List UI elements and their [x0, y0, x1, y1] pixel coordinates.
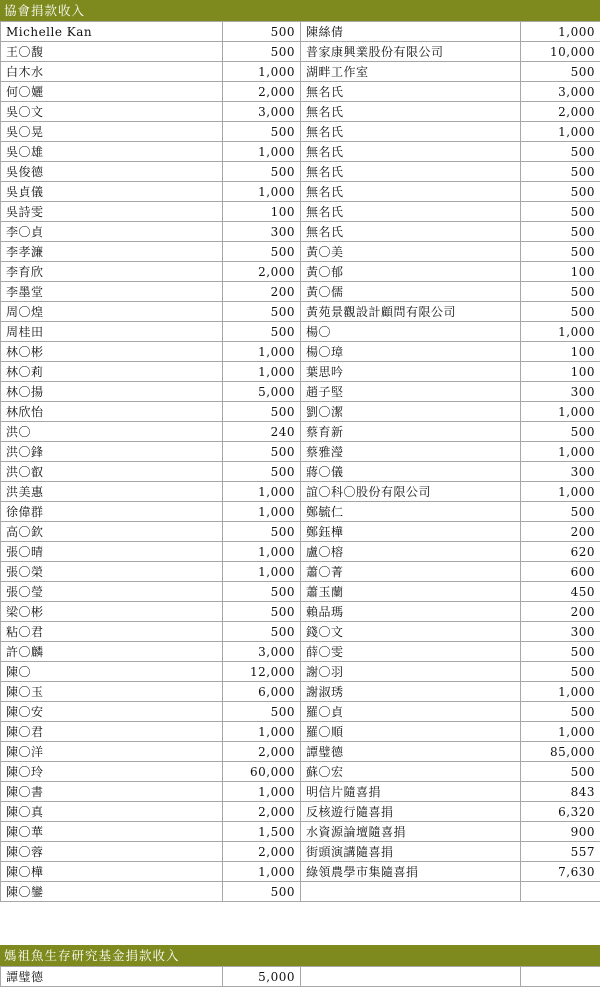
donation-amount: 85,000	[521, 742, 600, 762]
donor-name: 張〇榮	[1, 562, 223, 582]
table-row	[1, 662, 600, 682]
donation-amount: 240	[223, 422, 301, 442]
donation-amount: 450	[521, 582, 600, 602]
donor-name: 無名氏	[301, 102, 521, 122]
donation-amount: 500	[223, 522, 301, 542]
donor-name: 楊〇璋	[301, 342, 521, 362]
donation-amount: 1,000	[223, 342, 301, 362]
donor-name: 蕭玉蘭	[301, 582, 521, 602]
donor-name: 陳〇真	[1, 802, 223, 822]
donation-amount: 2,000	[521, 102, 600, 122]
donor-name: 陳〇洋	[1, 742, 223, 762]
donation-table-association	[0, 21, 600, 902]
table-row	[1, 282, 600, 302]
donor-name: 楊〇	[301, 322, 521, 342]
donation-amount: 500	[521, 202, 600, 222]
donor-name: 綠領農學市集隨喜捐	[301, 862, 521, 882]
donor-name: 陳〇玲	[1, 762, 223, 782]
donation-amount: 2,000	[223, 802, 301, 822]
donor-name: 李孝濂	[1, 242, 223, 262]
table-row	[1, 542, 600, 562]
table-row	[1, 102, 600, 122]
donor-name: 譚璧德	[1, 967, 223, 987]
donation-amount: 500	[223, 582, 301, 602]
donor-name: 陳絲倩	[301, 22, 521, 42]
donor-name: 王〇馥	[1, 42, 223, 62]
donor-name: 黃〇儒	[301, 282, 521, 302]
table-row	[1, 722, 600, 742]
donation-amount: 500	[223, 162, 301, 182]
donor-name: 洪美惠	[1, 482, 223, 502]
table-row	[1, 222, 600, 242]
donor-name	[301, 967, 521, 987]
donation-amount: 1,000	[223, 562, 301, 582]
donation-amount: 600	[521, 562, 600, 582]
donation-amount: 12,000	[223, 662, 301, 682]
donor-name: 劉〇潔	[301, 402, 521, 422]
donation-amount: 1,000	[521, 402, 600, 422]
donor-name: 吳〇雄	[1, 142, 223, 162]
donation-amount: 500	[223, 242, 301, 262]
donor-name: 賴品瑪	[301, 602, 521, 622]
donor-name: 蔣〇儀	[301, 462, 521, 482]
donation-amount: 1,000	[521, 682, 600, 702]
donor-name: 謝淑琇	[301, 682, 521, 702]
donor-name: 無名氏	[301, 162, 521, 182]
donation-amount: 100	[521, 342, 600, 362]
donation-amount: 500	[521, 242, 600, 262]
donation-amount: 500	[223, 882, 301, 902]
donor-name: 徐偉群	[1, 502, 223, 522]
donor-name: 吳〇文	[1, 102, 223, 122]
donor-name: 李〇貞	[1, 222, 223, 242]
donor-name: 無名氏	[301, 82, 521, 102]
donation-amount: 1,500	[223, 822, 301, 842]
donor-name: 何〇孋	[1, 82, 223, 102]
donor-name: 張〇晴	[1, 542, 223, 562]
donor-name: 李育欣	[1, 262, 223, 282]
donation-amount: 7,630	[521, 862, 600, 882]
donor-name: 黃苑景觀設計顧問有限公司	[301, 302, 521, 322]
donation-amount: 1,000	[223, 142, 301, 162]
donor-name	[301, 882, 521, 902]
donation-amount: 100	[521, 362, 600, 382]
donor-name: 水資源論壇隨喜捐	[301, 822, 521, 842]
donor-name: 林〇揚	[1, 382, 223, 402]
donation-amount: 2,000	[223, 842, 301, 862]
donation-amount: 1,000	[521, 722, 600, 742]
donor-name: 街頭演講隨喜捐	[301, 842, 521, 862]
donation-amount: 300	[521, 622, 600, 642]
donation-amount: 500	[521, 282, 600, 302]
donation-amount: 500	[521, 642, 600, 662]
donor-name: 白木水	[1, 62, 223, 82]
table-row	[1, 322, 600, 342]
donation-amount: 300	[223, 222, 301, 242]
donor-name: 無名氏	[301, 122, 521, 142]
table-row	[1, 122, 600, 142]
donor-name: 普家康興業股份有限公司	[301, 42, 521, 62]
donation-amount: 500	[521, 162, 600, 182]
donation-amount: 6,000	[223, 682, 301, 702]
table-row	[1, 502, 600, 522]
donation-amount: 500	[223, 602, 301, 622]
donor-name: 洪〇叡	[1, 462, 223, 482]
donor-name: 陳〇君	[1, 722, 223, 742]
donation-amount: 1,000	[521, 22, 600, 42]
table-row	[1, 442, 600, 462]
donation-amount: 500	[223, 22, 301, 42]
table-row	[1, 967, 600, 987]
donation-amount: 500	[521, 62, 600, 82]
donor-name: Michelle Kan	[1, 22, 223, 42]
donation-amount: 1,000	[521, 442, 600, 462]
table-row	[1, 342, 600, 362]
donation-amount: 500	[223, 442, 301, 462]
donation-amount: 500	[521, 702, 600, 722]
donation-amount: 3,000	[521, 82, 600, 102]
donation-amount: 5,000	[223, 967, 301, 987]
donation-amount: 500	[521, 142, 600, 162]
table-row	[1, 842, 600, 862]
donation-amount: 1,000	[223, 182, 301, 202]
donor-name: 陳〇書	[1, 782, 223, 802]
donor-name: 蔡育新	[301, 422, 521, 442]
donor-name: 錢〇文	[301, 622, 521, 642]
donation-amount: 1,000	[223, 502, 301, 522]
donor-name: 吳〇晃	[1, 122, 223, 142]
table-row	[1, 362, 600, 382]
donor-name: 陳〇樺	[1, 862, 223, 882]
donor-name: 羅〇貞	[301, 702, 521, 722]
donor-name: 吳俊德	[1, 162, 223, 182]
table-row	[1, 522, 600, 542]
donation-amount: 10,000	[521, 42, 600, 62]
table-row	[1, 702, 600, 722]
table-row	[1, 22, 600, 42]
donation-amount: 100	[223, 202, 301, 222]
donor-name: 李墨堂	[1, 282, 223, 302]
donation-amount: 2,000	[223, 262, 301, 282]
donation-amount: 1,000	[521, 482, 600, 502]
donation-amount: 1,000	[521, 322, 600, 342]
donation-amount: 557	[521, 842, 600, 862]
donation-amount: 843	[521, 782, 600, 802]
table-row	[1, 42, 600, 62]
donation-amount: 500	[521, 762, 600, 782]
donation-amount: 6,320	[521, 802, 600, 822]
donor-name: 湖畔工作室	[301, 62, 521, 82]
donation-amount: 500	[521, 662, 600, 682]
donor-name: 粘〇君	[1, 622, 223, 642]
donor-name: 盧〇榕	[301, 542, 521, 562]
donor-name: 洪〇	[1, 422, 223, 442]
section-title-association-donations: 協會捐款收入	[0, 0, 600, 21]
donor-name: 黃〇郁	[301, 262, 521, 282]
donation-amount: 60,000	[223, 762, 301, 782]
donation-amount: 300	[521, 382, 600, 402]
table-row	[1, 782, 600, 802]
donor-name: 蕭〇菁	[301, 562, 521, 582]
section-title-dolphin-fund-donations: 媽祖魚生存研究基金捐款收入	[0, 945, 600, 966]
donor-name: 反核遊行隨喜捐	[301, 802, 521, 822]
donor-name: 周〇煌	[1, 302, 223, 322]
donor-name: 洪〇鋒	[1, 442, 223, 462]
donation-amount: 500	[223, 122, 301, 142]
donor-name: 明信片隨喜捐	[301, 782, 521, 802]
donor-name: 無名氏	[301, 142, 521, 162]
donor-name: 林欣怡	[1, 402, 223, 422]
donor-name: 趙子堅	[301, 382, 521, 402]
donor-name: 誼〇科〇股份有限公司	[301, 482, 521, 502]
donation-amount: 1,000	[223, 482, 301, 502]
table-row	[1, 642, 600, 662]
donation-amount: 200	[521, 602, 600, 622]
donation-amount: 200	[521, 522, 600, 542]
table-row	[1, 82, 600, 102]
donor-name: 無名氏	[301, 182, 521, 202]
donation-amount: 500	[521, 222, 600, 242]
table-row	[1, 482, 600, 502]
table-row	[1, 682, 600, 702]
donor-name: 無名氏	[301, 202, 521, 222]
donor-name: 鄭鈺樺	[301, 522, 521, 542]
donation-amount	[521, 967, 600, 987]
table-row	[1, 742, 600, 762]
table-row	[1, 382, 600, 402]
table-row	[1, 862, 600, 882]
donor-name: 黃〇美	[301, 242, 521, 262]
donor-name: 許〇麟	[1, 642, 223, 662]
table-row	[1, 882, 600, 902]
donation-amount: 500	[223, 702, 301, 722]
donation-amount: 1,000	[223, 862, 301, 882]
donor-name: 陳〇	[1, 662, 223, 682]
donation-amount: 1,000	[223, 782, 301, 802]
donor-name: 周桂田	[1, 322, 223, 342]
donation-amount: 2,000	[223, 82, 301, 102]
donor-name: 蔡雅瀅	[301, 442, 521, 462]
donation-amount: 500	[521, 422, 600, 442]
donor-name: 陳〇蓉	[1, 842, 223, 862]
donation-amount: 3,000	[223, 102, 301, 122]
donation-amount: 500	[521, 502, 600, 522]
donation-amount: 500	[521, 302, 600, 322]
donor-name: 梁〇彬	[1, 602, 223, 622]
donation-amount: 100	[521, 262, 600, 282]
donation-amount: 500	[223, 42, 301, 62]
donor-name: 葉思吟	[301, 362, 521, 382]
donor-name: 陳〇鑾	[1, 882, 223, 902]
donation-amount: 620	[521, 542, 600, 562]
donor-name: 吳貞儀	[1, 182, 223, 202]
donor-name: 林〇彬	[1, 342, 223, 362]
table-row	[1, 242, 600, 262]
donor-name: 陳〇安	[1, 702, 223, 722]
donation-table-dolphin-fund	[0, 966, 600, 987]
donation-amount: 1,000	[223, 722, 301, 742]
donor-name: 吳詩雯	[1, 202, 223, 222]
donor-name: 陳〇玉	[1, 682, 223, 702]
donor-name: 蘇〇宏	[301, 762, 521, 782]
donation-amount: 300	[521, 462, 600, 482]
table-row	[1, 562, 600, 582]
table-row	[1, 262, 600, 282]
table-row	[1, 822, 600, 842]
table-row	[1, 462, 600, 482]
donation-amount: 500	[521, 182, 600, 202]
donation-amount: 5,000	[223, 382, 301, 402]
donation-amount: 1,000	[223, 362, 301, 382]
table-row	[1, 602, 600, 622]
donation-amount: 900	[521, 822, 600, 842]
table-row	[1, 762, 600, 782]
donation-amount: 3,000	[223, 642, 301, 662]
table-row	[1, 182, 600, 202]
table-row	[1, 402, 600, 422]
donor-name: 譚璧德	[301, 742, 521, 762]
table-row	[1, 422, 600, 442]
donation-amount: 500	[223, 322, 301, 342]
donor-name: 林〇莉	[1, 362, 223, 382]
donation-amount: 500	[223, 622, 301, 642]
table-row	[1, 62, 600, 82]
donor-name: 張〇瑩	[1, 582, 223, 602]
donor-name: 無名氏	[301, 222, 521, 242]
table-row	[1, 142, 600, 162]
donation-amount: 1,000	[521, 122, 600, 142]
donor-name: 鄭毓仁	[301, 502, 521, 522]
donation-amount: 2,000	[223, 742, 301, 762]
table-row	[1, 202, 600, 222]
donation-amount	[521, 882, 600, 902]
table-row	[1, 622, 600, 642]
donation-amount: 500	[223, 402, 301, 422]
donor-name: 陳〇華	[1, 822, 223, 842]
table-row	[1, 582, 600, 602]
donor-name: 羅〇順	[301, 722, 521, 742]
table-row	[1, 802, 600, 822]
donation-amount: 500	[223, 462, 301, 482]
donor-name: 薛〇雯	[301, 642, 521, 662]
donation-amount: 500	[223, 302, 301, 322]
table-row	[1, 162, 600, 182]
donation-amount: 1,000	[223, 542, 301, 562]
donation-amount: 200	[223, 282, 301, 302]
donor-name: 高〇欽	[1, 522, 223, 542]
table-row	[1, 302, 600, 322]
donor-name: 謝〇羽	[301, 662, 521, 682]
donation-amount: 1,000	[223, 62, 301, 82]
